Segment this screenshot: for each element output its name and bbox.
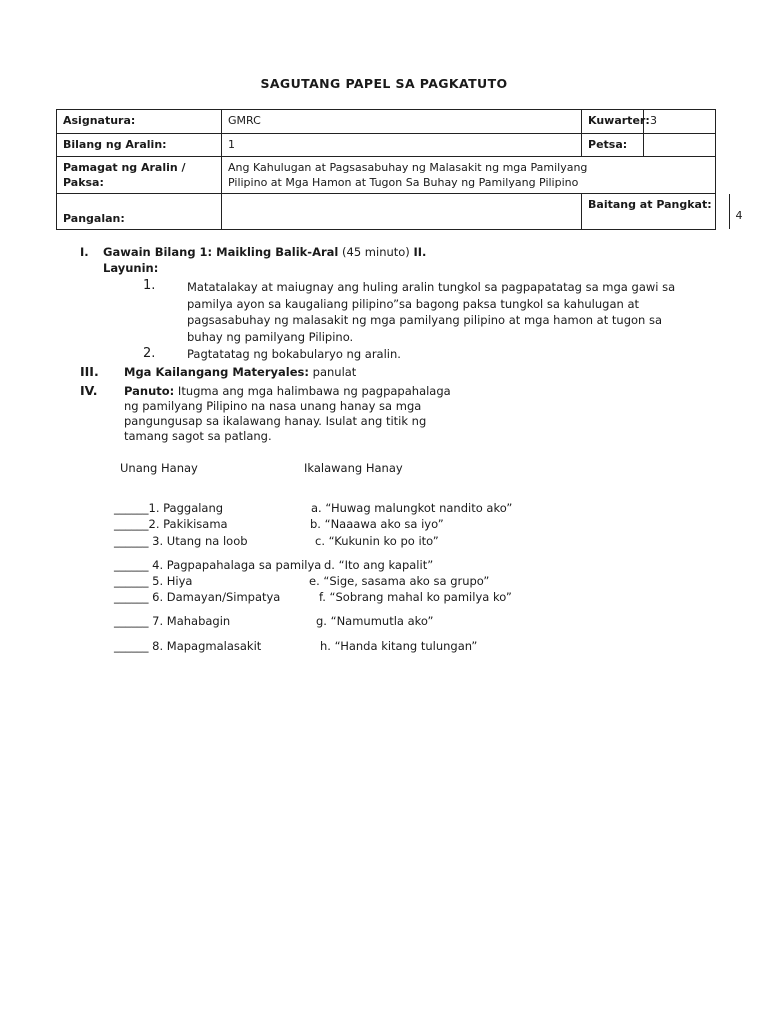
baitang-label: Baitang at Pangkat:: [582, 194, 729, 229]
page-title: SAGUTANG PAPEL SA PAGKATUTO: [260, 76, 508, 91]
match-item-1[interactable]: ______1. Paggalang: [114, 501, 224, 515]
objective-1-number: 1.: [143, 278, 156, 293]
match-choice-g: g. “Namumutla ako”: [316, 614, 434, 628]
pamagat-label: Pamagat ng Aralin / Paksa:: [57, 157, 222, 194]
pangalan-label: Pangalan:: [57, 194, 222, 230]
objective-1-text: Matatalakay at maiugnay ang huling aralin tungkol sa pagpapatatag sa mga gawi sa pamilya ayon sa kaugaliang pilipino”sa bagong paksa tungkol sa kahulugan at pagsasabuhay ng malasakit ng mga pamilyang pilipino at mga hamon at tugon sa buhay ng pamilyang Pilipino.: [187, 280, 676, 344]
kuwarter-label: Kuwarter:: [582, 110, 644, 134]
match-choice-c: c. “Kukunin ko po ito”: [315, 534, 439, 548]
baitang-cell: Baitang at Pangkat: 4: [582, 194, 716, 230]
match-choice-a: a. “Huwag malungkot nandito ako”: [311, 501, 513, 515]
asignatura-label: Asignatura:: [57, 110, 222, 134]
match-item-6[interactable]: ______ 6. Damayan/Simpatya: [114, 590, 281, 604]
match-choice-b: b. “Naaawa ako sa iyo”: [310, 517, 444, 531]
bilang-label: Bilang ng Aralin:: [57, 134, 222, 157]
match-choice-e: e. “Sige, sasama ako sa grupo”: [309, 574, 490, 588]
panuto-instructions: Itugma ang mga halimbawa ng pagpapahalaga ng pamilyang Pilipino na nasa unang hanay sa mga pangungusap sa ikalawang hanay. Isulat ang titik ng tamang sagot sa patlang.: [124, 384, 451, 443]
match-item-5[interactable]: ______ 5. Hiya: [114, 574, 193, 588]
info-row-bilang: [57, 134, 716, 157]
materials-value: panulat: [308, 365, 357, 379]
match-choice-h: h. “Handa kitang tulungan”: [320, 639, 478, 653]
petsa-label: Petsa:: [582, 134, 644, 157]
info-table: [56, 109, 743, 230]
pamagat-line-1: Ang Kahulugan at Pagsasabuhay ng Malasakit ng mga Pamilyang: [228, 161, 588, 174]
section-1-title: Gawain Bilang 1: Maikling Balik-Aral: [103, 245, 339, 259]
objective-2-text: Pagtatatag ng bokabularyo ng aralin.: [187, 347, 401, 361]
section-3-line: [124, 365, 356, 379]
info-row-asignatura: [57, 110, 716, 134]
section-3-numeral: III.: [80, 364, 99, 379]
pangalan-field[interactable]: [222, 194, 582, 230]
section-1-numeral: I.: [80, 245, 89, 259]
match-item-7[interactable]: ______ 7. Mahabagin: [114, 614, 231, 628]
match-item-3[interactable]: ______ 3. Utang na loob: [114, 534, 248, 548]
match-choice-f: f. “Sobrang mahal ko pamilya ko”: [319, 590, 512, 604]
column-ikalawang-hanay: Ikalawang Hanay: [304, 461, 403, 475]
section-1-heading: [103, 245, 426, 259]
asignatura-value[interactable]: GMRC: [222, 110, 582, 134]
section-1-duration: (45 minuto): [338, 245, 414, 259]
match-item-2[interactable]: ______2. Pakikisama: [114, 517, 228, 531]
bilang-value[interactable]: 1: [222, 134, 582, 157]
column-unang-hanay: Unang Hanay: [120, 461, 198, 475]
info-row-pamagat: [57, 157, 716, 194]
pamagat-value[interactable]: [222, 157, 716, 194]
match-item-4[interactable]: ______ 4. Pagpapahalaga sa pamilya: [114, 558, 322, 572]
objective-2-number: 2.: [143, 346, 156, 361]
section-4-numeral: IV.: [80, 383, 98, 398]
materials-label: Mga Kailangang Materyales:: [124, 365, 309, 379]
pamagat-line-2: Pilipino at Mga Hamon at Tugon Sa Buhay ng Pamilyang Pilipino: [228, 176, 579, 189]
match-item-8[interactable]: ______ 8. Mapagmalasakit: [114, 639, 262, 653]
match-choice-d: d. “Ito ang kapalit”: [324, 558, 434, 572]
layunin-label: Layunin:: [103, 261, 159, 275]
panuto-label: Panuto:: [124, 384, 175, 398]
section-2-numeral: II.: [413, 245, 427, 259]
panuto-text: [124, 384, 464, 444]
kuwarter-value[interactable]: 3: [644, 110, 716, 134]
info-row-pangalan: [57, 194, 716, 230]
petsa-field[interactable]: [644, 134, 716, 157]
